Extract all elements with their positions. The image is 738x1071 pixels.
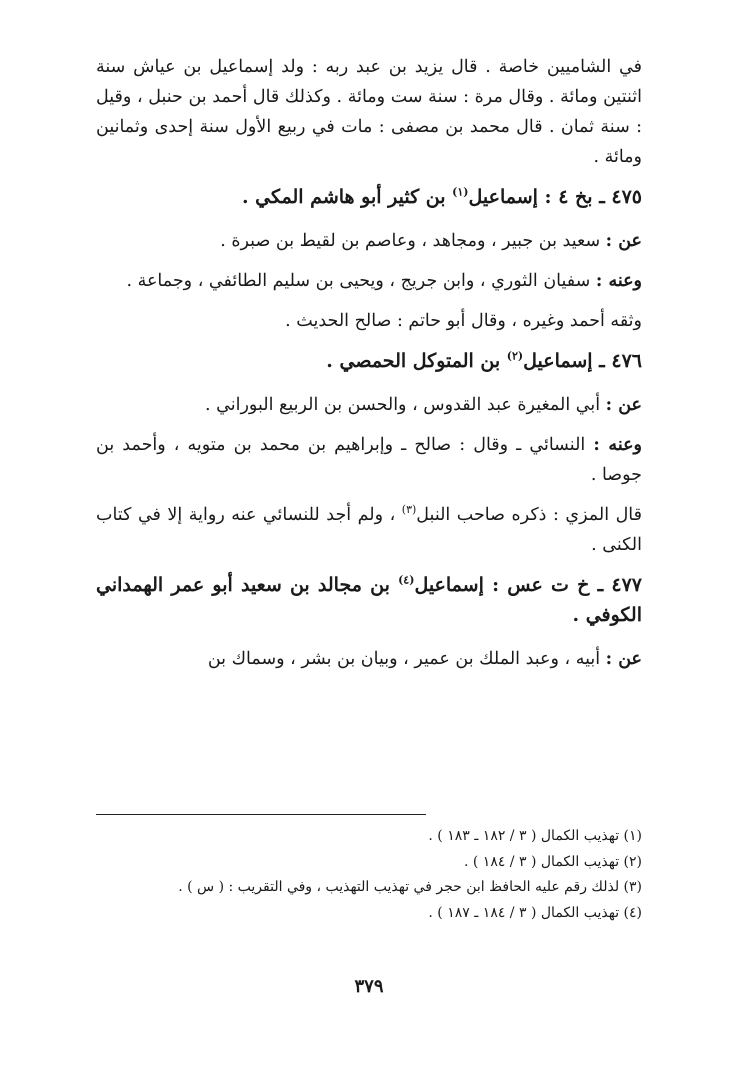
entry-475-lineage: بن كثير أبو هاشم المكي . <box>241 186 453 208</box>
students-text: النسائي ـ وقال : صالح ـ وإبراهيم بن محمد بن متويه ، وأحمد بن جوصا . <box>96 435 642 485</box>
teachers-text: أبي المغيرة عبد القدوس ، والحسن بن الربيع البوراني . <box>205 395 606 415</box>
entry-477-name: ٤٧٧ ـ خ ت عس : إسماعيل <box>414 574 642 596</box>
entry-476-teachers <box>96 390 642 420</box>
page-number: ٣٧٩ <box>354 976 384 997</box>
entry-476-note <box>96 500 642 560</box>
footnote-3: (٣) لذلك رقم عليه الحافظ ابن حجر في تهذيب التهذيب ، وفي التقريب : ( س ) . <box>178 879 642 895</box>
teachers-label: عن : <box>605 649 642 669</box>
footnote-2: (٢) تهذيب الكمال ( ٣ / ١٨٤ ) . <box>463 853 642 870</box>
footnote-ref-1[interactable]: (١) <box>452 185 469 199</box>
entry-476-lineage: بن المتوكل الحمصي . <box>326 350 507 372</box>
entry-475-teachers <box>96 226 642 256</box>
main-text <box>96 52 642 684</box>
teachers-label: عن : <box>605 395 642 415</box>
entry-476-students <box>96 430 642 490</box>
teachers-text: أبيه ، وعبد الملك بن عمير ، وبيان بن بشر ، وسماك بن <box>207 649 606 669</box>
footnote-divider <box>96 814 426 815</box>
entry-476-name: ٤٧٦ ـ إسماعيل <box>523 350 642 372</box>
teachers-label: عن : <box>605 231 642 251</box>
footnote-ref-4[interactable]: (٤) <box>398 573 415 587</box>
note-text: قال المزي : ذكره صاحب النبل <box>416 505 643 525</box>
footnotes-section <box>96 824 642 926</box>
footnote-ref-2[interactable]: (٢) <box>506 349 524 363</box>
entry-475-name: ٤٧٥ ـ بخ ٤ : إسماعيل <box>468 186 642 208</box>
entry-475-note: وثقه أحمد وغيره ، وقال أبو حاتم : صالح الحديث . <box>285 311 642 331</box>
footnote-1: (١) تهذيب الكمال ( ٣ / ١٨٢ ـ ١٨٣ ) . <box>428 828 642 844</box>
entry-476-heading <box>96 346 642 376</box>
footnote-4: (٤) تهذيب الكمال ( ٣ / ١٨٤ ـ ١٨٧ ) . <box>428 904 642 921</box>
note-text-continued: ، ولم أجد للنسائي عنه رواية إلا في كتاب الكنى . <box>96 505 642 555</box>
entry-475-heading <box>96 182 642 212</box>
entry-477-heading <box>96 570 642 630</box>
footnote-ref-3[interactable]: (٣) <box>401 503 417 517</box>
students-label: وعنه : <box>593 435 642 455</box>
intro-paragraph: في الشاميين خاصة . قال يزيد بن عبد ربه : ولد إسماعيل بن عياش سنة اثنتين ومائة . وقال مرة : سنة ست ومائة . وكذلك قال أحمد بن حنبل ، وقيل : سنة ثمان . قال محمد بن مصفى : مات في ربيع الأول سنة إحدى وثمانين ومائة . <box>96 57 642 167</box>
entry-477-teachers <box>96 644 642 674</box>
students-label: وعنه : <box>595 271 642 291</box>
entry-477-lineage: بن مجالد بن سعيد أبو عمر الهمداني الكوفي . <box>96 574 642 626</box>
students-text: سفيان الثوري ، وابن جريج ، ويحيى بن سليم الطائفي ، وجماعة . <box>126 271 596 291</box>
teachers-text: سعيد بن جبير ، ومجاهد ، وعاصم بن لقيط بن صبرة . <box>220 231 606 251</box>
entry-475-students <box>96 266 642 296</box>
